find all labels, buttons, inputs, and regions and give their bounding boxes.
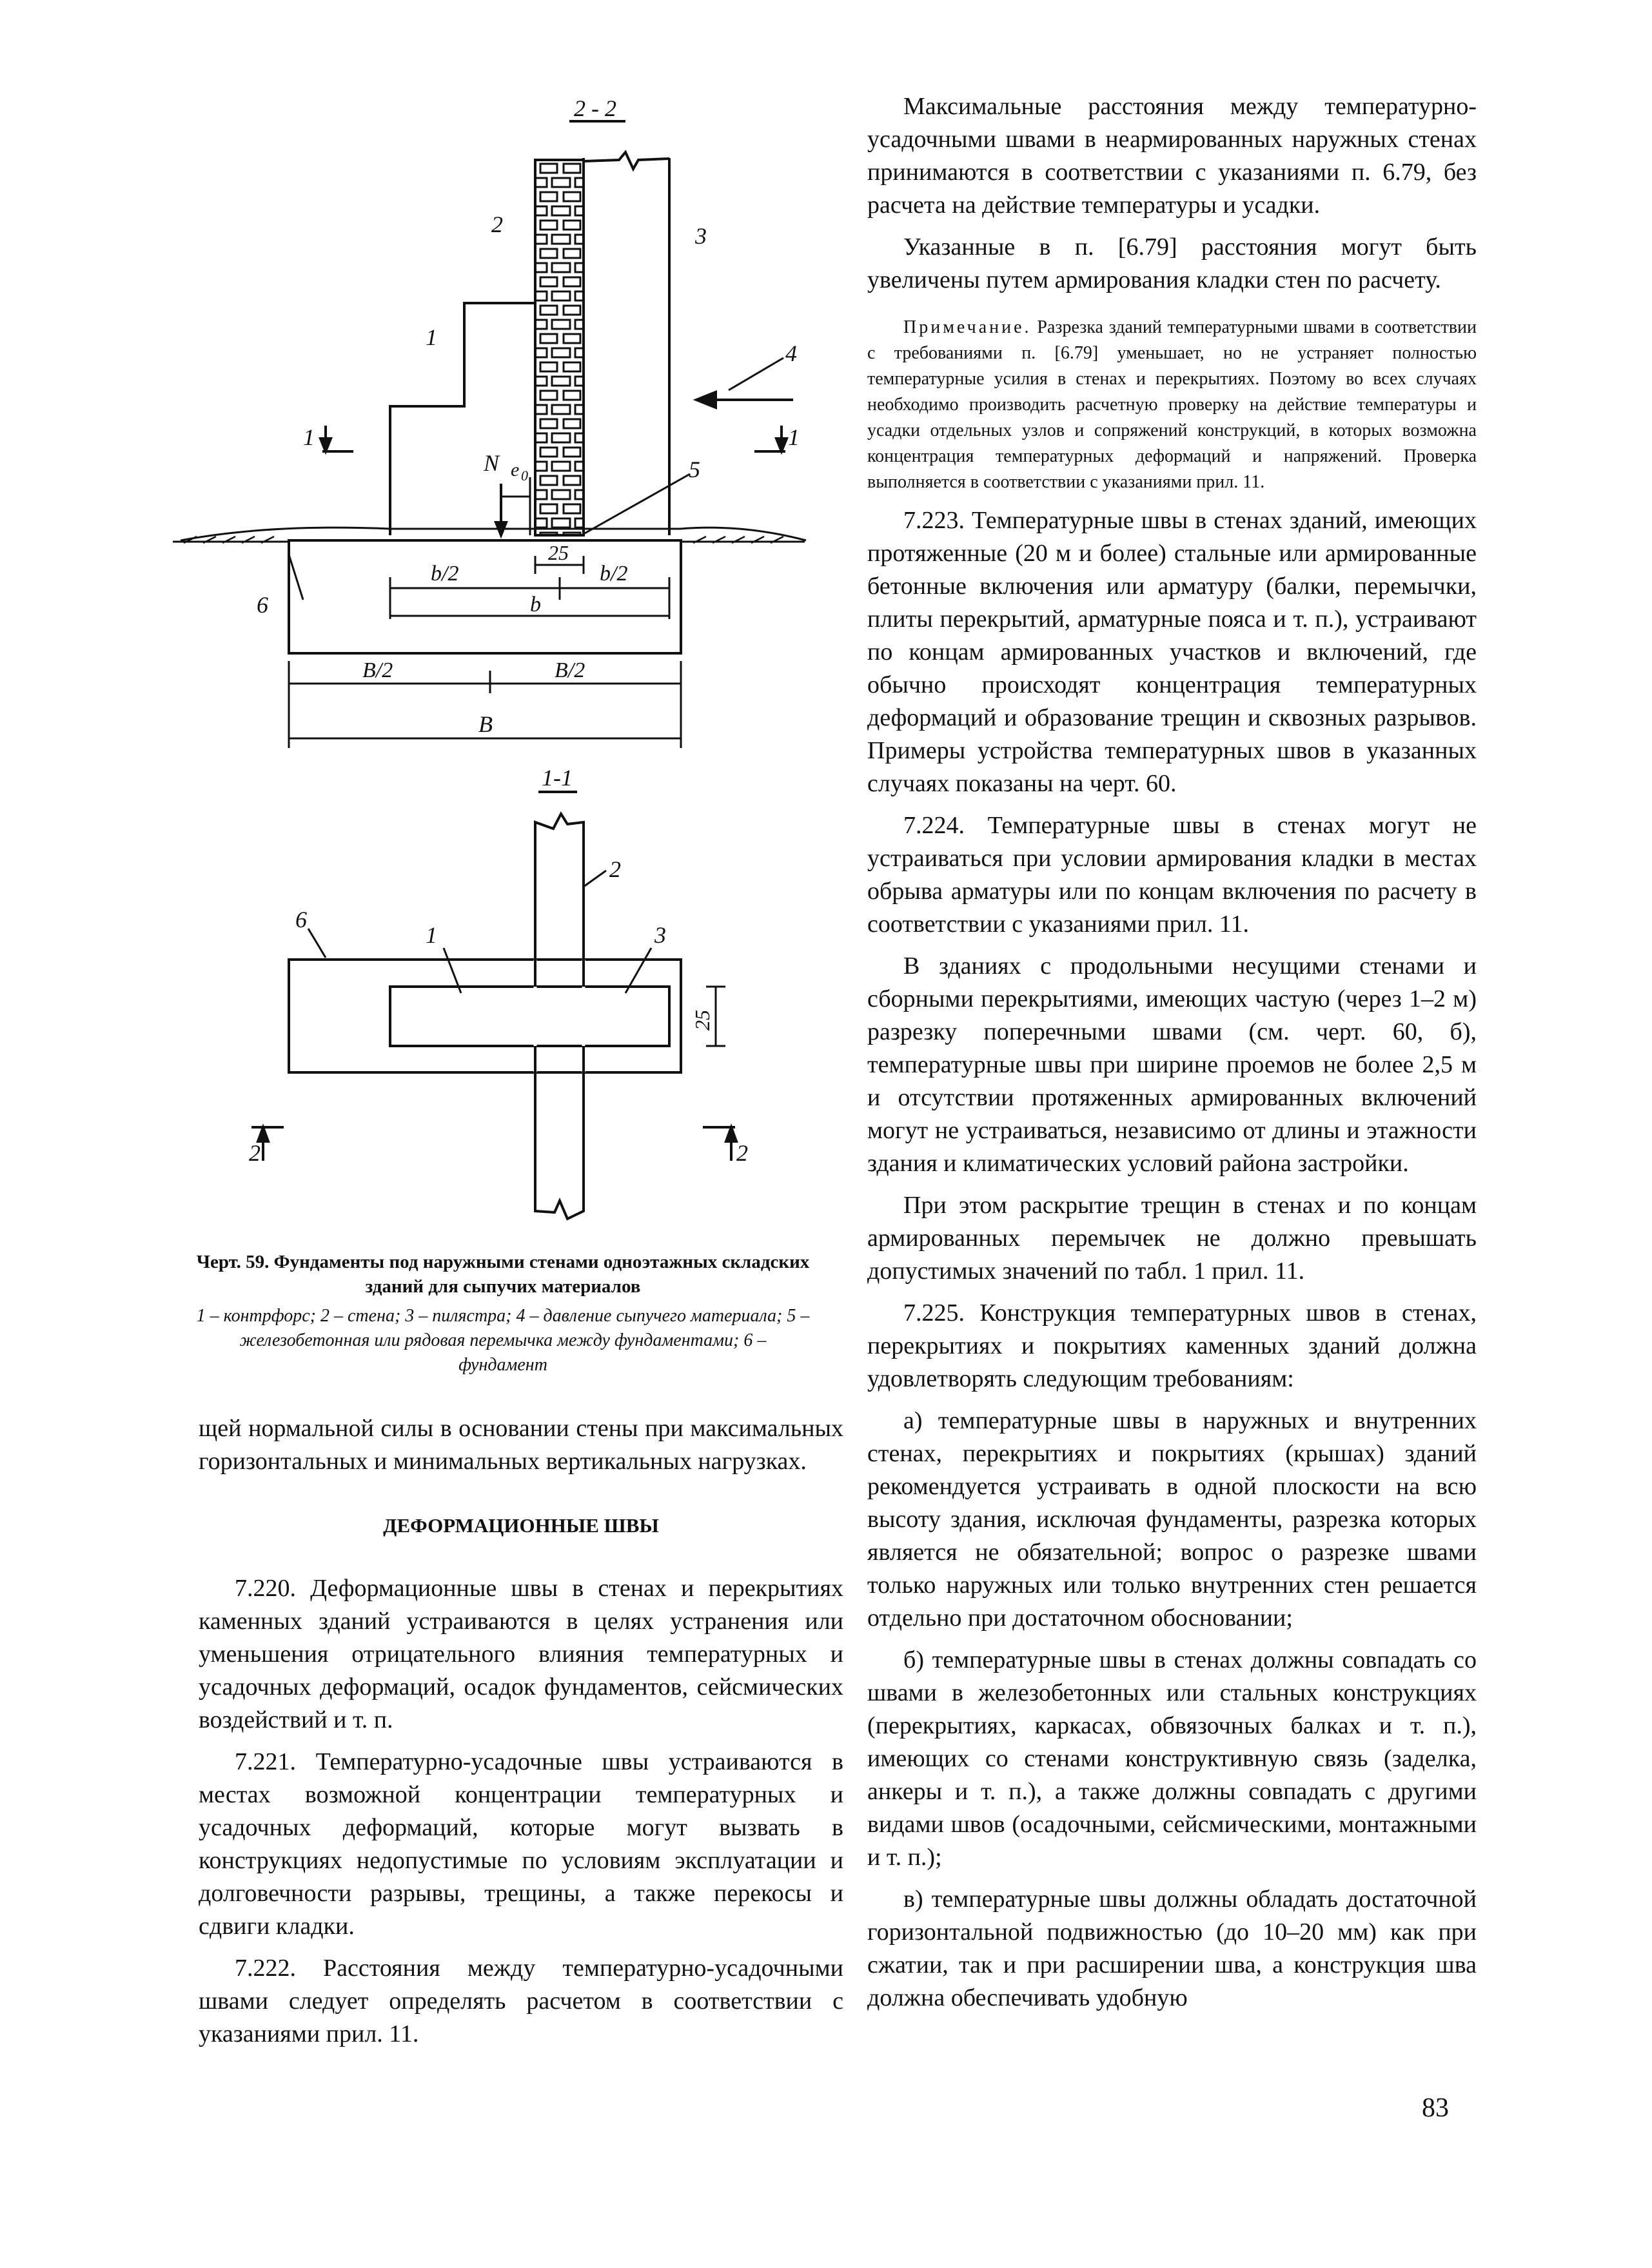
paragraph-7-224: 7.224. Температурные швы в стенах могут не устраиваться при условии армирования кладки в местах обрыва арматуры или по концам включения по расчету в соответствии с указаниями прил. 11. xyxy=(867,812,1477,938)
paragraph-7-223: 7.223. Температурные швы в стенах зданий, имеющих протяженные (20 м и более) стальные или армированные бетонные включения или арматуру (балки, перемычки, плиты перекрытий, арматурные пояса и т. п.), устраивают по концам армированных участков и включений, где обычно происходят концентрация температурных деформаций и образование трещин и сквозных разрывов. Примеры устройства температурных швов в указанных случаях показаны на черт. 60. xyxy=(867,507,1477,797)
paragraph-7-225: 7.225. Конструкция температурных швов в стенах, перекрытиях и покрытиях каменных зданий должна удовлетворять следующим требованиям: xyxy=(867,1299,1477,1392)
dim-b-half-right: b/2 xyxy=(600,562,628,586)
label-1-plan: 1 xyxy=(426,922,437,948)
section-1-1-label: 1-1 xyxy=(542,765,573,791)
left-column xyxy=(199,1412,843,2051)
dim-B: B xyxy=(478,711,493,737)
note-text: Разрезка зданий температурными швами в соответствии с требованиями п. [6.79] уменьшает, но не устраняет полностью температурные усилия в стенах и перекрытиях. Поэтому во всех случаях необходимо производить расчетную проверку на действие температуры и усадки отдельных узлов и сопряжений конструкций, в которых возможна концентрация температурных деформаций и напряжений. Проверка выполняется в соответствии с указаниями прил. 11. xyxy=(867,317,1477,492)
eccentricity-sub: 0 xyxy=(521,468,528,484)
list-item-b: б) температурные швы в стенах должны совпадать со швами в железобетонных или стальных конструкциях (перекрытиях, каркасах, обвязочных балках и т. п.), имеющих со стенами конструктивную связь (заделка, анкеры и т. п.), а также должны совпадать с другими видами швов (осадочными, сейсмическими, монтажными и т. п.); xyxy=(867,1646,1477,1871)
list-item-a: а) температурные швы в наружных и внутренних стенах, перекрытиях и покрытиях (крышах) зданий рекомендуется устраивать в одной плоскости на всю высоту здания, исключая фундаменты, разрезка которых является не обязательной; вопрос о разрезке швами только наружных или только внутренних стен решается отдельно при достаточном обосновании; xyxy=(867,1407,1477,1632)
page-number: 83 xyxy=(1422,2093,1449,2123)
note-label: Примечание. xyxy=(903,317,1032,337)
section-2-2-label: 2 - 2 xyxy=(574,95,616,121)
dim-25-top: 25 xyxy=(548,541,569,564)
section-mark-2-right: 2 xyxy=(736,1140,748,1166)
figure-caption xyxy=(193,1250,812,1377)
label-4: 4 xyxy=(785,340,797,366)
caption-legend: 1 – контрфорс; 2 – стена; 3 – пилястра; 4 – давление сыпучего материала; 5 – железобетонная или рядовая перемычка между фундаментами; 6 – фундамент xyxy=(196,1306,810,1375)
eccentricity-label: e xyxy=(511,459,520,480)
label-3-top: 3 xyxy=(695,223,707,249)
dim-B-half-left: B/2 xyxy=(362,658,393,682)
dim-b: b xyxy=(530,593,541,616)
foundation-drawing xyxy=(160,84,863,1277)
section-mark-1-left: 1 xyxy=(303,424,315,450)
label-6-top: 6 xyxy=(257,592,268,618)
label-1-top: 1 xyxy=(426,324,437,350)
dim-25-plan: 25 xyxy=(691,1010,714,1030)
label-3-plan: 3 xyxy=(654,922,666,948)
list-item-c: в) температурные швы должны обладать достаточной горизонтальной подвижностью (до 10–20 мм) как при сжатии, так и при расширении шва, а конструкция шва должна обеспечивать удобную xyxy=(867,1886,1477,2011)
paragraph-7-220: 7.220. Деформационные швы в стенах и перекрытиях каменных зданий устраиваются в целях устранения или уменьшения отрицательного влияния температурных и усадочных деформаций, осадок фундаментов, сейсмических воздействий и т. п. xyxy=(199,1575,843,1733)
paragraph-7-221: 7.221. Температурно-усадочные швы устраиваются в местах возможной концентрации температурных и усадочных деформаций, которые могут вызвать в конструкциях недопустимые по условиям эксплуатации и долговечности разрывы, трещины, а также перекосы и сдвиги кладки. xyxy=(199,1748,843,1940)
paragraph-7-222: 7.222. Расстояния между температурно-усадочными швами следует определять расчетом в соответствии с указаниями прил. 11. xyxy=(199,1955,843,2047)
paragraph-7-224-b: В зданиях с продольными несущими стенами и сборными перекрытиями, имеющих частую (через 1–2 м) разрезку поперечными швами (см. черт. 60, б), температурные швы при ширине проемов не более 2,5 м и отсутствии протяженных армированных включений могут не устраиваться, независимо от длины и этажности здания и климатических условий района застройки. xyxy=(867,952,1477,1177)
label-6-plan: 6 xyxy=(295,907,307,932)
paragraph-increase: Указанные в п. [6.79] расстояния могут быть увеличены путем армирования кладки стен по расчету. xyxy=(867,233,1477,293)
section-mark-2-left: 2 xyxy=(249,1140,261,1166)
dim-b-half-left: b/2 xyxy=(431,562,459,586)
paragraph-max-distances: Максимальные расстояния между температурно-усадочными швами в неармированных наружных стенах принимаются в соответствии с указаниями п. 6.79, без расчета на действие температуры и усадки. xyxy=(867,93,1477,219)
paragraph-continuation: щей нормальной силы в основании стены при максимальных горизонтальных и минимальных вертикальных нагрузках. xyxy=(199,1415,843,1475)
caption-title: Черт. 59. Фундаменты под наружными стенами одноэтажных складских зданий для сыпучих материалов xyxy=(196,1252,810,1297)
right-column xyxy=(867,90,1477,2015)
label-5: 5 xyxy=(689,457,700,482)
note xyxy=(867,315,1477,495)
section-heading: ДЕФОРМАЦИОННЫЕ ШВЫ xyxy=(383,1514,659,1537)
section-mark-1-right: 1 xyxy=(788,424,800,450)
paragraph-7-224-c: При этом раскрытие трещин в стенах и по концам армированных перемычек не должно превышать допустимых значений по табл. 1 прил. 11. xyxy=(867,1192,1477,1285)
dim-B-half-right: B/2 xyxy=(555,658,585,682)
force-label: N xyxy=(484,450,500,476)
label-2-plan: 2 xyxy=(609,856,621,882)
label-2-top: 2 xyxy=(491,212,503,237)
